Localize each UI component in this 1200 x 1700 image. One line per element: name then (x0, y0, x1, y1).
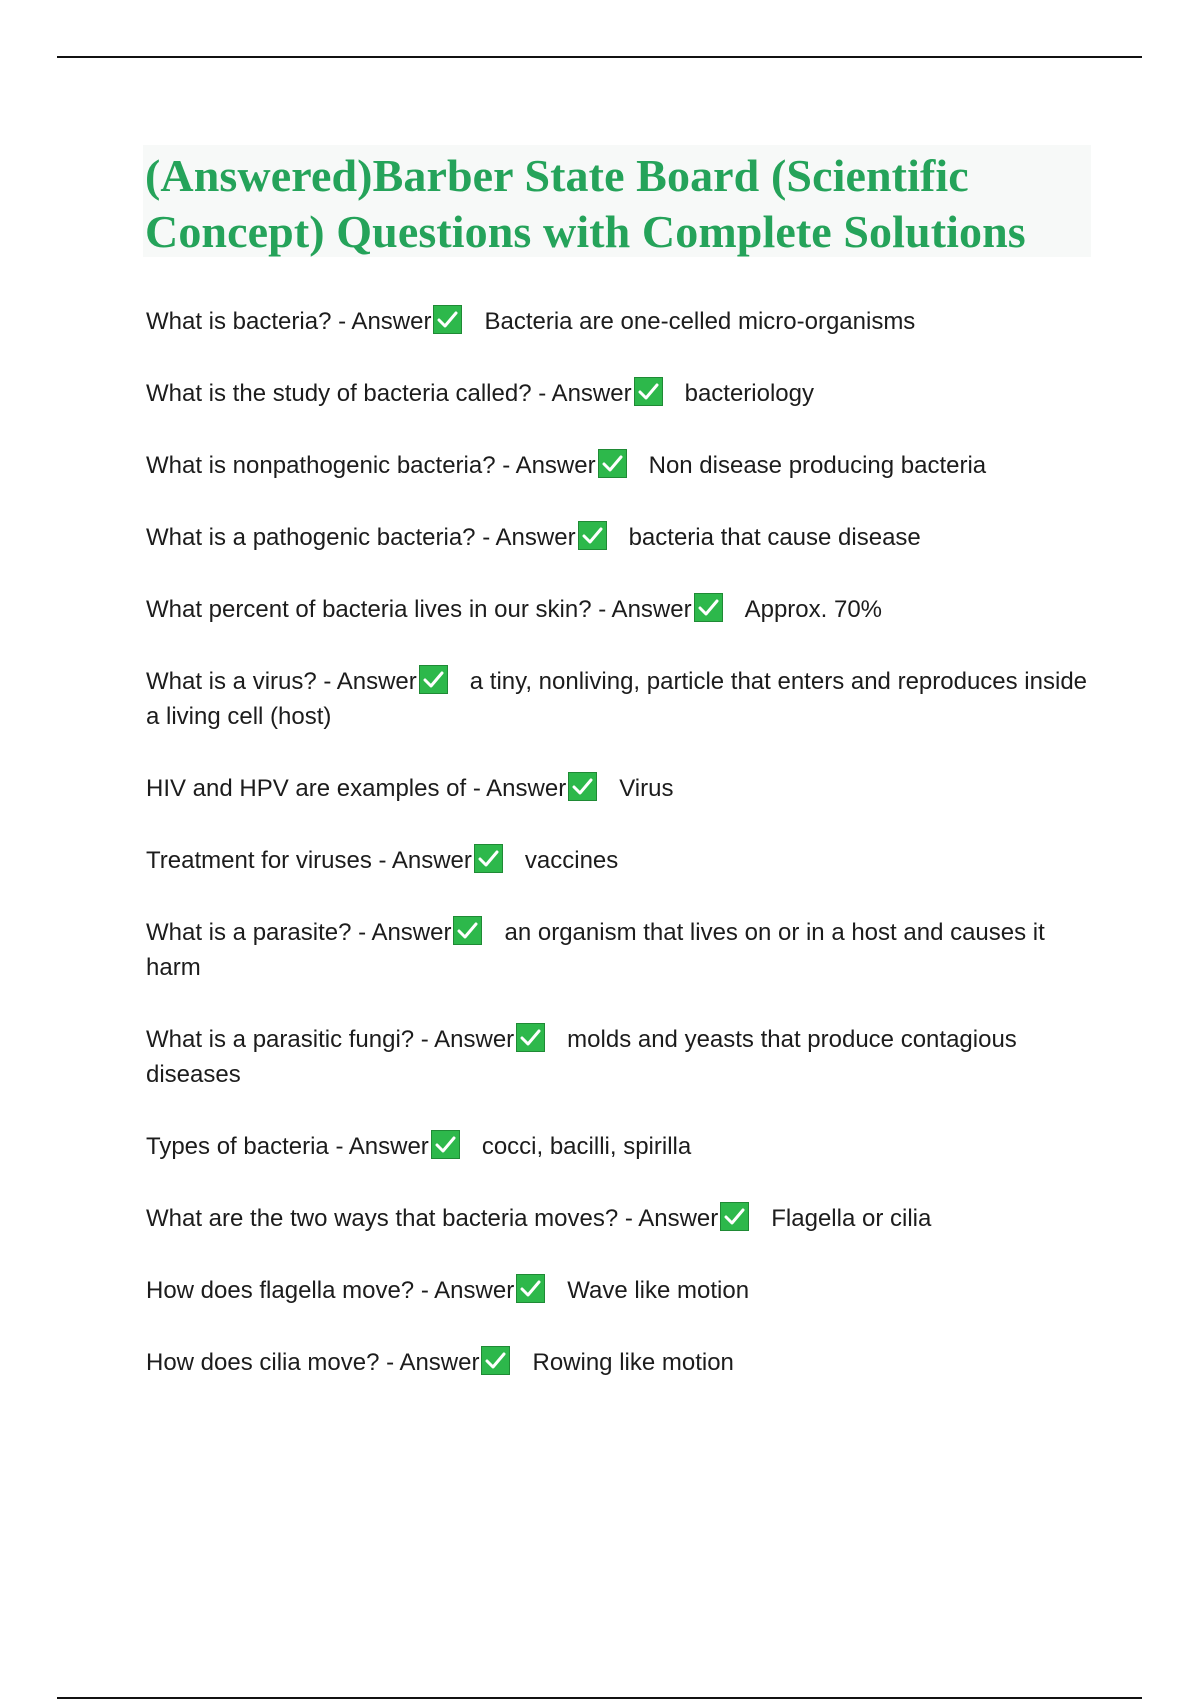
answer-marker: - Answer (358, 919, 452, 946)
check-mark-icon (433, 305, 462, 334)
document-title: (Answered)Barber State Board (Scientific Concept) Questions with Complete Solutions (145, 150, 1026, 257)
qa-item (146, 771, 1096, 806)
answer-text: an organism that lives on or in a host and causes it harm (146, 919, 1045, 981)
answer-text: bacteria that cause disease (628, 524, 921, 551)
qa-item (146, 592, 1096, 627)
answer-marker: - Answer (338, 308, 432, 335)
answer-text: a tiny, nonliving, particle that enters and reproduces inside a living cell (host) (146, 668, 1088, 730)
qa-item (146, 1201, 1096, 1236)
question-text: Types of bacteria (146, 1133, 329, 1160)
answer-marker: - Answer (378, 847, 472, 874)
check-mark-icon (578, 521, 607, 550)
qa-item (146, 1273, 1096, 1308)
bottom-divider (57, 1697, 1142, 1699)
answer-text: Non disease producing bacteria (648, 452, 987, 479)
qa-item (146, 1129, 1096, 1164)
answer-text: cocci, bacilli, spirilla (481, 1133, 692, 1160)
answer-text: molds and yeasts that produce contagious diseases (146, 1026, 1017, 1088)
qa-item (146, 664, 1096, 734)
check-mark-icon (598, 449, 627, 478)
question-text: What is the study of bacteria called? (146, 380, 532, 407)
question-text: How does cilia move? (146, 1349, 380, 1376)
answer-marker: - Answer (472, 775, 567, 802)
question-text: What is a pathogenic bacteria? (146, 524, 476, 551)
check-mark-icon (419, 665, 448, 694)
question-text: Treatment for viruses (146, 847, 372, 874)
answer-marker: - Answer (624, 1205, 719, 1232)
answer-text: Rowing like motion (532, 1349, 734, 1376)
question-text: What is nonpathogenic bacteria? (146, 452, 496, 479)
answer-text: bacteriology (684, 380, 815, 407)
answer-text: Wave like motion (567, 1277, 750, 1304)
qa-item (146, 843, 1096, 878)
question-text: HIV and HPV are examples of (146, 775, 467, 802)
answer-marker: - Answer (420, 1026, 515, 1053)
title-block (143, 145, 1091, 257)
check-mark-icon (694, 593, 723, 622)
answer-text: Flagella or cilia (771, 1205, 932, 1232)
qa-item (146, 304, 1096, 339)
answer-text: vaccines (524, 847, 619, 874)
check-mark-icon (634, 377, 663, 406)
check-mark-icon (568, 772, 597, 801)
answer-marker: - Answer (482, 524, 576, 551)
answer-marker: - Answer (420, 1277, 515, 1304)
answer-text: Bacteria are one-celled micro-organisms (484, 308, 916, 335)
answer-text: Approx. 70% (744, 596, 883, 623)
check-mark-icon (481, 1346, 510, 1375)
answer-marker: - Answer (386, 1349, 480, 1376)
top-divider (57, 56, 1142, 58)
question-text: How does flagella move? (146, 1277, 415, 1304)
check-mark-icon (453, 916, 482, 945)
answer-marker: - Answer (502, 452, 596, 479)
qa-item (146, 1022, 1096, 1092)
qa-item (146, 376, 1096, 411)
qa-list (146, 304, 1096, 1417)
answer-text: Virus (619, 775, 674, 802)
check-mark-icon (516, 1274, 545, 1303)
question-text: What is a parasitic fungi? (146, 1026, 415, 1053)
qa-item (146, 1345, 1096, 1380)
answer-marker: - Answer (538, 380, 632, 407)
check-mark-icon (431, 1130, 460, 1159)
answer-marker: - Answer (335, 1133, 429, 1160)
check-mark-icon (516, 1023, 545, 1052)
qa-item (146, 448, 1096, 483)
question-text: What is bacteria? (146, 308, 332, 335)
check-mark-icon (720, 1202, 749, 1231)
answer-marker: - Answer (323, 668, 417, 695)
qa-item (146, 915, 1096, 985)
question-text: What is a virus? (146, 668, 317, 695)
question-text: What is a parasite? (146, 919, 352, 946)
answer-marker: - Answer (598, 596, 692, 623)
check-mark-icon (474, 844, 503, 873)
question-text: What percent of bacteria lives in our skin? (146, 596, 592, 623)
question-text: What are the two ways that bacteria moves? (146, 1205, 619, 1232)
qa-item (146, 520, 1096, 555)
